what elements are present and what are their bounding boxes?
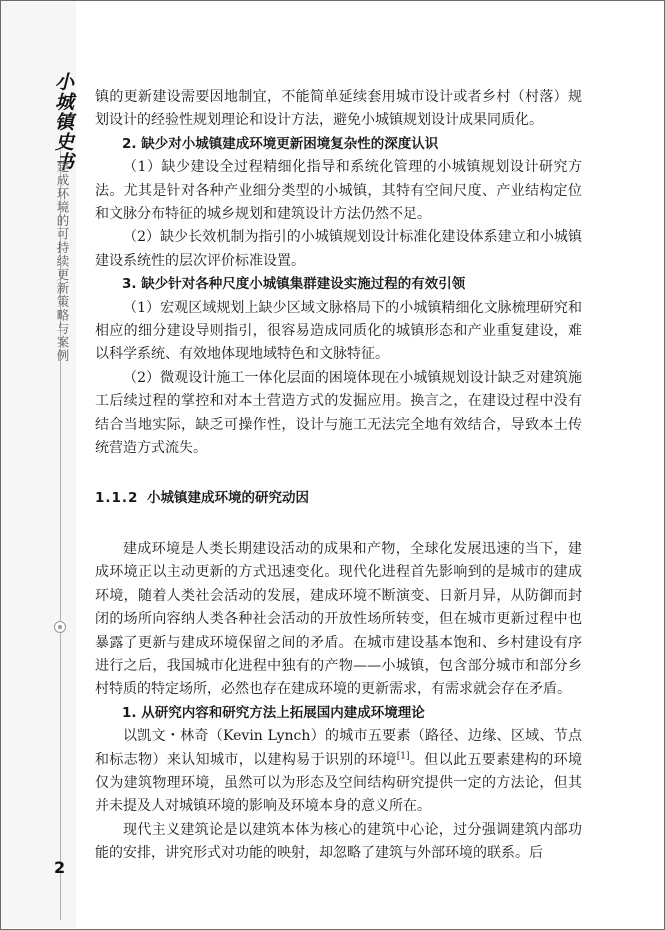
section-heading (95, 487, 582, 510)
section-number: 1.1.2 (95, 489, 139, 506)
subheading: 1. 从研究内容和研究方法上拓展国内建成环境理论 (122, 704, 425, 721)
page-body (95, 86, 582, 866)
paragraph: 现代主义建筑论是以建筑本体为核心的建筑中心论，过分强调建筑内部功能的安排，讲究形式对功能的映射，却忽略了建筑与外部环境的联系。后 (95, 821, 582, 862)
side-ornament-icon (54, 621, 66, 633)
subheading: 3. 缺少针对各种尺度小城镇集群建设实施过程的有效引领 (122, 276, 466, 293)
paragraph: 建成环境是人类长期建设活动的成果和产物，全球化发展迅速的当下，建成环境正以主动更新的方式迅速变化。现代化进程首先影响到的是城市的建成环境，随着人类社会活动的发展，建成环境不断演变、日新月异，从防御而封闭的场所向容纳人类各种社会活动的开放性场所转变，但在城市更新过程中也暴露了更新与建成环境保留之间的矛盾。在城市建设基本饱和、乡村建设有序进行之后，我国城市化进程中独有的产物——小城镇，包含部分城市和部分乡村特质的特定场所，必然也存在建成环境的更新需求，有需求就会存在矛盾。 (95, 540, 582, 698)
subheading: 2. 缺少对小城镇建成环境更新困境复杂性的深度认识 (122, 135, 439, 152)
paragraph-text: 以凯文・林奇（Kevin Lynch）的城市五要素（路径、边缘、区域、节点和标志物）来认知城市，以建构易于识别的环境 (95, 728, 582, 768)
paragraph: （1）缺少建设全过程精细化指导和系统化管理的小城镇规划设计研究方法。尤其是针对各种产业细分类型的小城镇，其特有空间尺度、产业结构定位和文脉分布特征的城乡规划和建筑设计方法仍然不足。 (95, 159, 582, 223)
section-title: 小城镇建成环境的研究动因 (147, 489, 309, 506)
paragraph: （2）缺少长效机制为指引的小城镇规划设计标准化建设体系建立和小城镇建设系统性的层次评价标准设置。 (95, 229, 582, 269)
paragraph-text: 。但以此五要素建构的环境仅为建筑物理环境，虽然可以为形态及空间结构研究提供一定的方法论，但其并未提及人对城镇环境的影响及环境本身的意义所在。 (95, 751, 583, 815)
paragraph: （2）微观设计施工一体化层面的困境体现在小城镇规划设计缺乏对建筑施工后续过程的掌控和对本土营造方式的发掘应用。换言之，在建设过程中没有结合当地实际，缺乏可操作性，设计与施工无法完全地有效结合，导致本土传统营造方式流失。 (95, 369, 582, 457)
series-title: 建成环境的可持续更新策略与案例 (55, 160, 70, 363)
paragraph: （1）宏观区域规划上缺少区域文脉格局下的小城镇精细化文脉梳理研究和相应的细分建设导则指引，很容易造成同质化的城镇形态和产业重复建设，难以科学系统、有效地体现地域特色和文脉特征。 (95, 299, 582, 363)
page-number: 2 (54, 858, 66, 877)
paragraph (95, 725, 582, 819)
series-logo: 小城镇史书 (52, 72, 74, 172)
paragraph: 镇的更新建设需要因地制宜，不能简单延续套用城市设计或者乡村（村落）规划设计的经验性规划理论和设计方法，避免小城镇规划设计成果同质化。 (95, 89, 582, 129)
citation-ref: [1] (396, 750, 410, 761)
